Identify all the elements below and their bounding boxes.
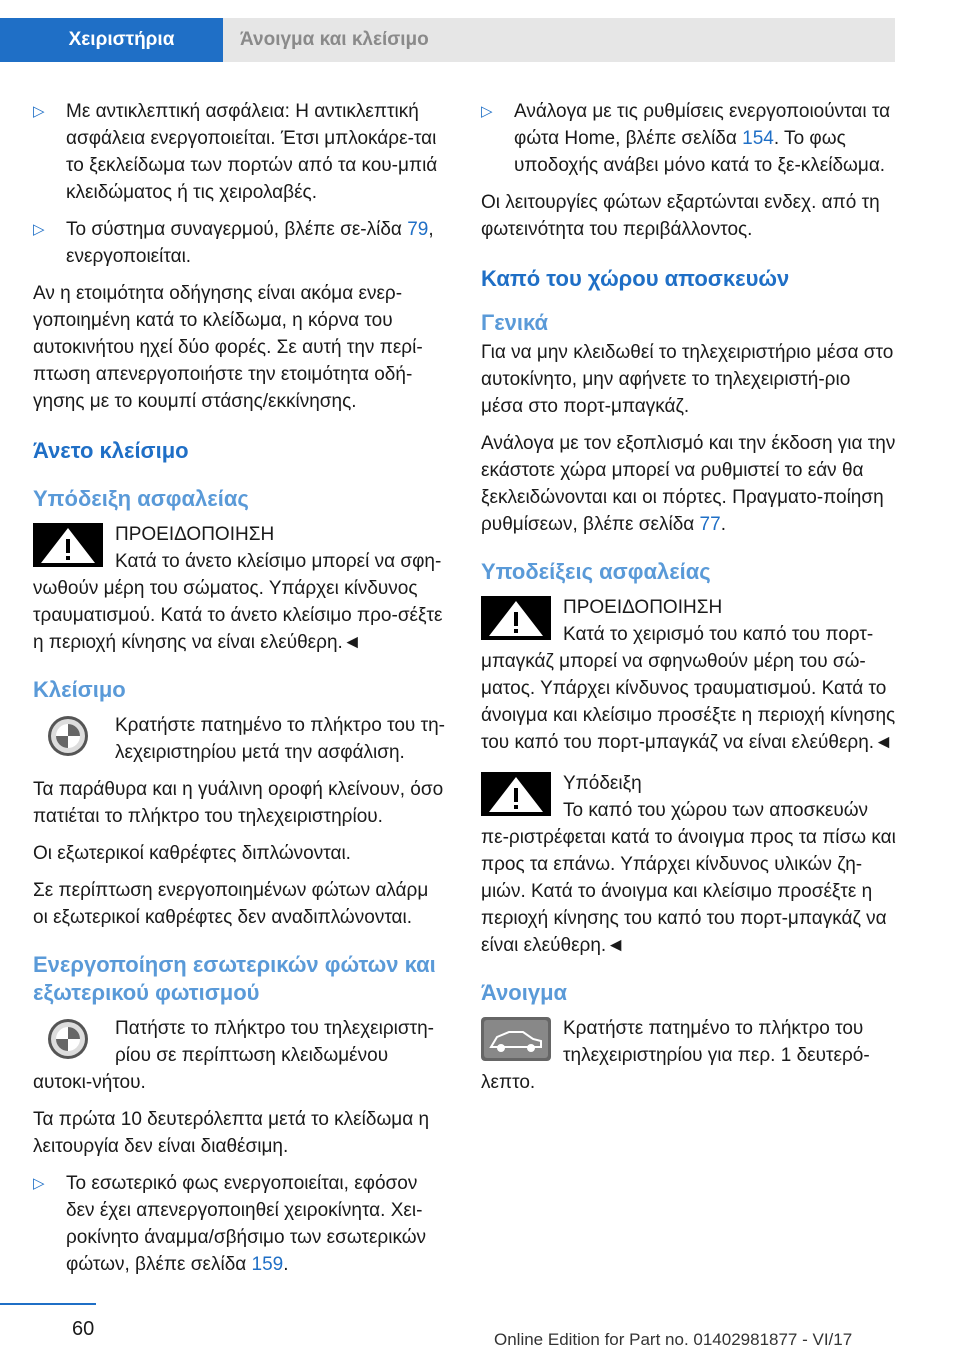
warning-text: Κατά το χειρισμό του καπό του πορτ-μπαγκάζ μπορεί να σφηνωθούν μέρη του σώ-ματος. Υπάρχει κίνδυνος τραυματισμού. Κατά το άνοιγμα και κλείσιμο προσέξτε η περιοχή κίνησης του καπό του πορτ-μπαγκάζ να είναι ελεύθερη.◄ xyxy=(481,624,896,753)
footer-rule xyxy=(0,1303,96,1305)
list-item: ▷ Με αντικλεπτική ασφάλεια: Η αντικλεπτική ασφάλεια ενεργοποιείται. Έτσι μπλοκάρε-ται το ξεκλείδωμα των πορτών από τα κου-μπιά κλειδώματος ή τις χειρολαβές. xyxy=(33,98,448,206)
car-trunk-icon xyxy=(481,1017,551,1061)
edition-note: Online Edition for Part no. 01402981877 - VI/17 xyxy=(494,1330,853,1349)
paragraph: Αν η ετοιμότητα οδήγησης είναι ακόμα ενερ-γοποιημένη κατά το κλείδωμα, η κόρνα του αυτοκινήτου ηχεί δύο φορές. Σε αυτή την περί-πτωση απενεργοποιήστε την ετοιμότητα οδή-γησης με το κουμπί στάσης/εκκίνησης. xyxy=(33,283,423,412)
page-link[interactable]: 154 xyxy=(742,128,774,149)
warning-triangle-icon xyxy=(33,523,103,567)
subsection-heading: Άνοιγμα xyxy=(481,980,568,1005)
remote-key-block xyxy=(33,1015,448,1096)
header-chapter-tab[interactable]: Χειριστήρια xyxy=(0,18,223,62)
note-text: Το καπό του χώρου των αποσκευών πε-ριστρέφεται κατά το άνοιγμα προς τα πίσω και προς τα επάνω. Υπάρχει κίνδυνος υλικών ζη-μιών. Κατά το άνοιγμα και κλείσιμο προσέξτε η περιοχή κίνησης του καπό του πορτ-μπαγκάζ να είναι ελεύθερη.◄ xyxy=(481,800,896,956)
list-item: ▷ Το εσωτερικό φως ενεργοποιείται, εφόσον δεν έχει απενεργοποιηθεί χειροκίνητα. Χει-ροκίνητο άναμμα/σβήσιμο των εσωτερικών φώτων, βλέπε σελίδα 159. xyxy=(33,1170,448,1278)
triangle-bullet-icon: ▷ xyxy=(33,1175,45,1192)
paragraph: Ανάλογα με τον εξοπλισμό και την έκδοση για την εκάστοτε χώρα μπορεί να ρυθμιστεί το εάν θα ξεκλειδώνονται και οι πόρτες. Πραγματο-ποίηση ρυθμίσεων, βλέπε σελίδα 77. xyxy=(481,433,896,535)
page-link[interactable]: 159 xyxy=(251,1254,284,1275)
warning-triangle-icon xyxy=(481,596,551,640)
remote-instruction: Πατήστε το πλήκτρο του τηλεχειριστη-ρίου σε περίπτωση κλειδωμένου αυτοκι-νήτου. xyxy=(33,1018,435,1093)
page-header xyxy=(0,0,895,62)
header-section-tab[interactable]: Άνοιγμα και κλείσιμο xyxy=(223,18,895,62)
warning-block xyxy=(33,521,448,656)
subsection-heading: Υπόδειξη ασφαλείας xyxy=(33,486,249,511)
subsection-heading: Υποδείξεις ασφαλείας xyxy=(481,559,711,584)
warning-text: Κατά το άνετο κλείσιμο μπορεί να σφη-νωθούν μέρη του σώματος. Υπάρχει κίνδυνος τραυματισμού. Κατά το άνετο κλείσιμο προ-σέξτε η περιοχή κίνησης να είναι ελεύθερη.◄ xyxy=(33,551,443,653)
right-column xyxy=(481,98,896,1106)
remote-key-block xyxy=(33,712,448,766)
list-item: ▷ Ανάλογα με τις ρυθμίσεις ενεργοποιούνται τα φώτα Home, βλέπε σελίδα 154. Το φως υποδοχής ανάβει μόνο κατά το ξε-κλείδωμα. xyxy=(481,98,896,179)
warning-title: ΠΡΟΕΙΔΟΠΟΙΗΣΗ xyxy=(115,524,275,545)
section-heading: Καπό του χώρου αποσκευών xyxy=(481,266,790,291)
bmw-logo-icon xyxy=(33,1017,103,1061)
left-column xyxy=(33,98,448,1288)
section-heading: Άνετο κλείσιμο xyxy=(33,438,189,463)
remote-instruction: Κρατήστε πατημένο το πλήκτρο του τηλεχειριστηρίου για περ. 1 δευτερό-λεπτο. xyxy=(481,1018,870,1093)
trunk-button-block xyxy=(481,1015,896,1096)
triangle-bullet-icon: ▷ xyxy=(481,103,493,120)
page-link[interactable]: 77 xyxy=(699,514,721,535)
triangle-bullet-icon: ▷ xyxy=(33,221,45,238)
paragraph: Για να μην κλειδωθεί το τηλεχειριστήριο μέσα στο αυτοκίνητο, μην αφήνετε το τηλεχειριστή-ριο μέσα στο πορτ-μπαγκάζ. xyxy=(481,342,894,417)
paragraph: Τα παράθυρα και η γυάλινη οροφή κλείνουν, όσο πατιέται το πλήκτρο του τηλεχειριστηρίου. xyxy=(33,779,444,827)
warning-block xyxy=(481,594,896,756)
note-title: Υπόδειξη xyxy=(563,773,642,794)
paragraph: Σε περίπτωση ενεργοποιημένων φώτων αλάρμ οι εξωτερικοί καθρέφτες δεν αναδιπλώνονται. xyxy=(33,880,429,928)
bmw-logo-icon xyxy=(33,714,103,758)
note-block xyxy=(481,770,896,959)
warning-triangle-icon xyxy=(481,772,551,816)
subsection-heading: Κλείσιμο xyxy=(33,677,126,702)
subsection-heading: Ενεργοποίηση εσωτερικών φώτων και εξωτερικού φωτισμού xyxy=(33,952,436,1005)
paragraph: Οι λειτουργίες φώτων εξαρτώνται ενδεχ. από τη φωτεινότητα του περιβάλλοντος. xyxy=(481,192,880,240)
list-item: ▷ Το σύστημα συναγερμού, βλέπε σε-λίδα 79, ενεργοποιείται. xyxy=(33,216,448,270)
triangle-bullet-icon: ▷ xyxy=(33,103,45,120)
page-link[interactable]: 79 xyxy=(407,219,429,240)
warning-title: ΠΡΟΕΙΔΟΠΟΙΗΣΗ xyxy=(563,597,723,618)
paragraph: Τα πρώτα 10 δευτερόλεπτα μετά το κλείδωμα η λειτουργία δεν είναι διαθέσιμη. xyxy=(33,1109,430,1157)
paragraph: Οι εξωτερικοί καθρέφτες διπλώνονται. xyxy=(33,843,351,864)
page-number: 60 xyxy=(72,1318,95,1340)
subsection-heading: Γενικά xyxy=(481,310,549,335)
remote-instruction: Κρατήστε πατημένο το πλήκτρο του τη-λεχειριστηρίου μετά την ασφάλιση. xyxy=(115,715,445,763)
